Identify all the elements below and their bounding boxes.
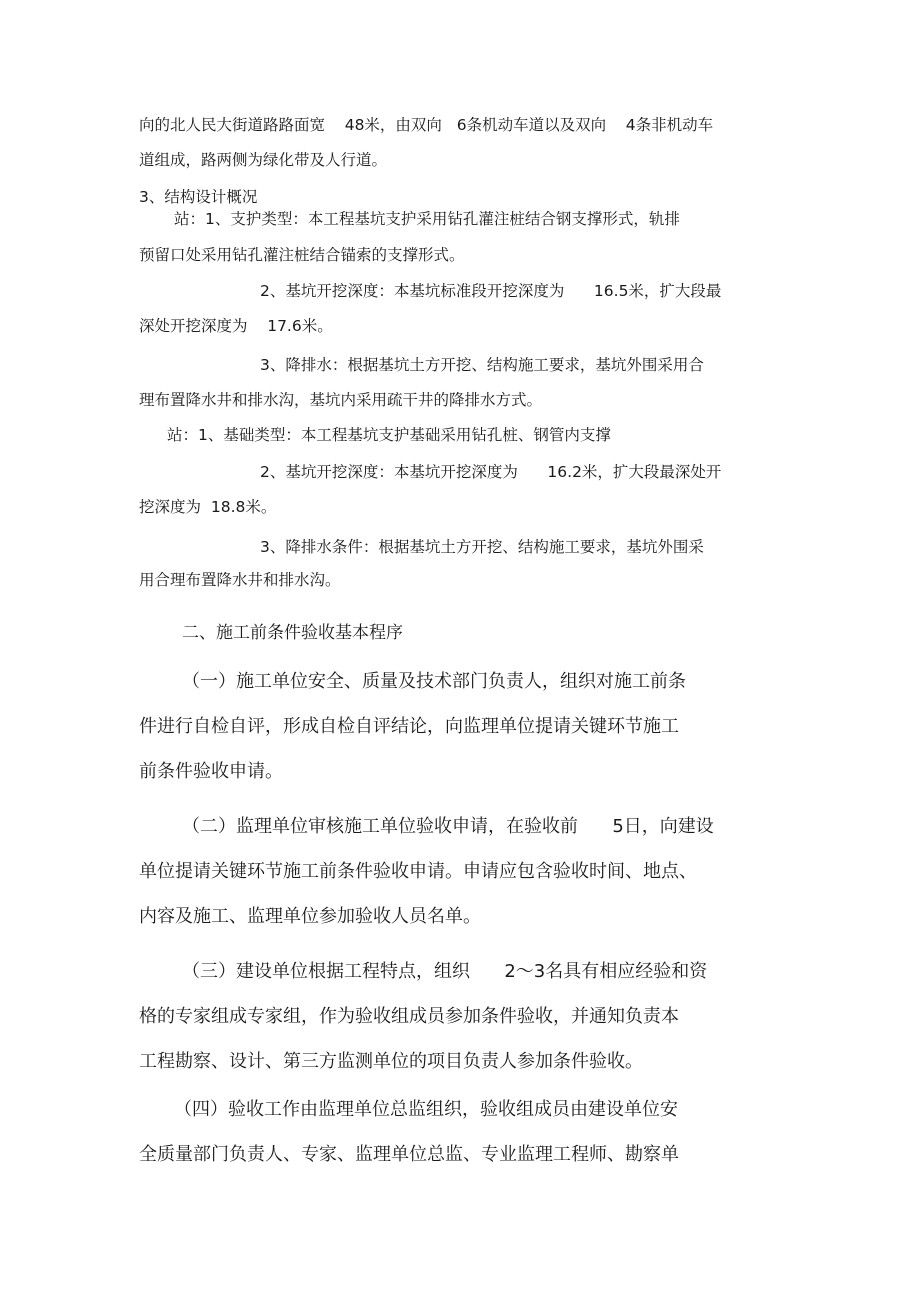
station-b-depth-line-1: 2、基坑开挖深度：本基坑开挖深度为 16.2米，扩大段最深处开 bbox=[260, 463, 722, 481]
item-1-line-2: 件进行自检自评，形成自检自评结论，向监理单位提请关键环节施工 bbox=[139, 716, 679, 737]
station-b-depth-line-2: 挖深度为 18.8米。 bbox=[139, 498, 277, 516]
station-a-depth-line-2: 深处开挖深度为 17.6米。 bbox=[139, 317, 333, 335]
station-b-foundation-line: 站：1、基础类型：本工程基坑支护基础采用钻孔桩、钢管内支撑 bbox=[167, 426, 611, 444]
item-2-line-1: （二）监理单位审核施工单位验收申请，在验收前 5日，向建设 bbox=[182, 816, 714, 837]
item-4-line-1: （四）验收工作由监理单位总监组织，验收组成员由建设单位安 bbox=[174, 1099, 678, 1120]
item-1-line-3: 前条件验收申请。 bbox=[139, 761, 283, 782]
item-2-line-3: 内容及施工、监理单位参加验收人员名单。 bbox=[139, 906, 481, 927]
item-2-line-2: 单位提请关键环节施工前条件验收申请。申请应包含验收时间、地点、 bbox=[139, 861, 697, 882]
item-3-line-2: 格的专家组成专家组，作为验收组成员参加条件验收，并通知负责本 bbox=[139, 1006, 679, 1027]
section-2-heading: 二、施工前条件验收基本程序 bbox=[182, 623, 403, 643]
item-4-line-2: 全质量部门负责人、专家、监理单位总监、专业监理工程师、勘察单 bbox=[139, 1144, 679, 1165]
station-a-dewatering-line-2: 理布置降水井和排水沟，基坑内采用疏干井的降排水方式。 bbox=[139, 391, 543, 409]
station-b-dewatering-line-1: 3、降排水条件：根据基坑土方开挖、结构施工要求，基坑外围采 bbox=[260, 538, 704, 556]
intro-line-1: 向的北人民大街道路路面宽 48米，由双向 6条机动车道以及双向 4条非机动车 bbox=[139, 116, 714, 134]
section-3-heading: 3、结构设计概况 bbox=[139, 188, 258, 206]
station-a-depth-line-1: 2、基坑开挖深度：本基坑标准段开挖深度为 16.5米，扩大段最 bbox=[260, 282, 722, 300]
item-1-line-1: （一）施工单位安全、质量及技术部门负责人，组织对施工前条 bbox=[182, 671, 686, 692]
item-3-line-3: 工程勘察、设计、第三方监测单位的项目负责人参加条件验收。 bbox=[139, 1051, 643, 1072]
item-3-line-1: （三）建设单位根据工程特点，组织 2～3名具有相应经验和资 bbox=[182, 961, 708, 982]
station-a-support-line-1: 站：1、支护类型：本工程基坑支护采用钻孔灌注桩结合钢支撑形式，轨排 bbox=[174, 210, 680, 228]
station-a-support-line-2: 预留口处采用钻孔灌注桩结合锚索的支撑形式。 bbox=[139, 246, 465, 264]
station-b-dewatering-line-2: 用合理布置降水井和排水沟。 bbox=[139, 571, 341, 589]
station-a-dewatering-line-1: 3、降排水：根据基坑土方开挖、结构施工要求，基坑外围采用合 bbox=[260, 356, 704, 374]
intro-line-2: 道组成，路两侧为绿化带及人行道。 bbox=[139, 151, 388, 169]
